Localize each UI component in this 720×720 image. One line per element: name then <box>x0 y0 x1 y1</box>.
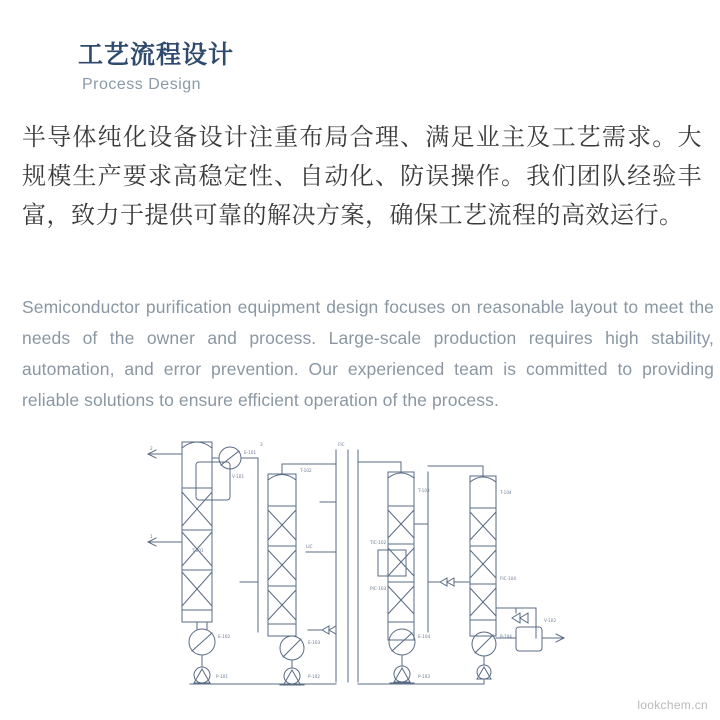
svg-text:FIC: FIC <box>338 442 345 447</box>
svg-text:T-103: T-103 <box>418 488 430 493</box>
svg-text:E-104: E-104 <box>418 634 431 639</box>
svg-text:P-103: P-103 <box>418 674 430 679</box>
body-paragraph-chinese: 半导体纯化设备设计注重布局合理、满足业主及工艺需求。大规模生产要求高稳定性、自动化、防误操作。我们团队经验丰富，致力于提供可靠的解决方案，确保工艺流程的高效运行。 <box>22 123 702 229</box>
svg-text:T-104: T-104 <box>500 490 512 495</box>
svg-text:P-101: P-101 <box>216 674 228 679</box>
watermark: lookchem.cn <box>637 698 708 712</box>
svg-text:E-102: E-102 <box>218 634 231 639</box>
svg-text:P-102: P-102 <box>308 674 320 679</box>
page-title: 工艺流程设计 <box>78 41 235 69</box>
svg-text:1: 1 <box>150 534 153 539</box>
page-header <box>78 40 234 94</box>
svg-text:FIC-104: FIC-104 <box>500 576 517 581</box>
svg-text:3: 3 <box>260 442 263 447</box>
process-flow-diagram <box>140 432 590 692</box>
svg-text:T-101: T-101 <box>192 548 204 553</box>
svg-text:LIC: LIC <box>306 544 313 549</box>
svg-text:T-102: T-102 <box>300 468 312 473</box>
svg-text:E-101: E-101 <box>244 450 257 455</box>
svg-text:V-101: V-101 <box>232 474 245 479</box>
svg-text:2: 2 <box>150 446 153 451</box>
svg-text:TIC-102: TIC-102 <box>370 540 387 545</box>
svg-text:E-103: E-103 <box>308 640 321 645</box>
svg-text:V-102: V-102 <box>544 618 557 623</box>
svg-text:P-104: P-104 <box>500 634 512 639</box>
svg-text:PIC-103: PIC-103 <box>370 586 387 591</box>
page-subtitle: Process Design <box>82 76 202 93</box>
body-paragraph-english: Semiconductor purification equipment design focuses on reasonable layout to meet the needs of the owner and process. Large-scale production requires high stability, automation, and error prevention. Our experienced team is committed to providing reliable solutions to ensure efficient operation of the process. <box>22 297 714 411</box>
